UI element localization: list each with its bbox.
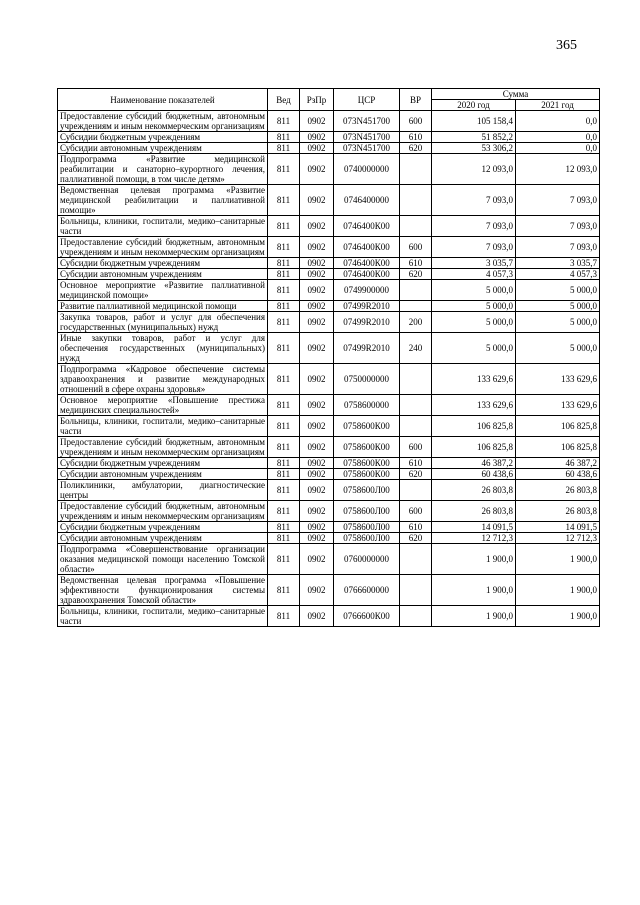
header-vr: ВР bbox=[400, 89, 432, 111]
row-vr-cell bbox=[400, 364, 432, 395]
header-sum: Сумма bbox=[432, 89, 600, 100]
row-name-cell: Больницы, клиники, госпитали, медико–санитарные части bbox=[58, 606, 268, 627]
row-2020-cell: 26 803,8 bbox=[432, 480, 516, 501]
row-name-cell: Предоставление субсидий бюджетным, автономным учреждениям и иным некоммерческим организациям bbox=[58, 501, 268, 522]
table-row bbox=[58, 458, 600, 469]
row-2021-cell: 26 803,8 bbox=[516, 501, 600, 522]
row-csr-cell: 0758600К00 bbox=[334, 437, 400, 458]
row-2021-cell: 106 825,8 bbox=[516, 437, 600, 458]
row-name-cell: Подпрограмма «Совершенствование организации оказания медицинской помощи населению Томской области» bbox=[58, 544, 268, 575]
row-rzpr-cell: 0902 bbox=[300, 132, 334, 143]
table-row bbox=[58, 312, 600, 333]
row-ved-cell: 811 bbox=[268, 132, 300, 143]
row-2021-cell: 106 825,8 bbox=[516, 416, 600, 437]
header-ved: Вед bbox=[268, 89, 300, 111]
row-csr-cell: 0746400К00 bbox=[334, 269, 400, 280]
row-rzpr-cell: 0902 bbox=[300, 269, 334, 280]
row-2020-cell: 60 438,6 bbox=[432, 469, 516, 480]
row-vr-cell bbox=[400, 154, 432, 185]
row-rzpr-cell: 0902 bbox=[300, 501, 334, 522]
row-ved-cell: 811 bbox=[268, 185, 300, 216]
row-vr-cell: 610 bbox=[400, 458, 432, 469]
table-row bbox=[58, 111, 600, 132]
row-2020-cell: 7 093,0 bbox=[432, 237, 516, 258]
row-ved-cell: 811 bbox=[268, 458, 300, 469]
row-rzpr-cell: 0902 bbox=[300, 480, 334, 501]
row-rzpr-cell: 0902 bbox=[300, 606, 334, 627]
row-ved-cell: 811 bbox=[268, 544, 300, 575]
row-name-cell: Субсидии бюджетным учреждениям bbox=[58, 522, 268, 533]
header-rzpr: РзПр bbox=[300, 89, 334, 111]
row-name-cell: Основное мероприятие «Повышение престижа медицинских специальностей» bbox=[58, 395, 268, 416]
row-vr-cell bbox=[400, 216, 432, 237]
row-vr-cell bbox=[400, 416, 432, 437]
row-2021-cell: 0,0 bbox=[516, 143, 600, 154]
row-ved-cell: 811 bbox=[268, 469, 300, 480]
row-vr-cell: 620 bbox=[400, 533, 432, 544]
row-2021-cell: 7 093,0 bbox=[516, 237, 600, 258]
table-row bbox=[58, 280, 600, 301]
row-2020-cell: 105 158,4 bbox=[432, 111, 516, 132]
row-name-cell: Субсидии автономным учреждениям bbox=[58, 469, 268, 480]
row-vr-cell: 600 bbox=[400, 501, 432, 522]
table-row bbox=[58, 575, 600, 606]
row-2021-cell: 5 000,0 bbox=[516, 333, 600, 364]
row-2020-cell: 1 900,0 bbox=[432, 606, 516, 627]
row-2021-cell: 5 000,0 bbox=[516, 312, 600, 333]
table-row bbox=[58, 395, 600, 416]
table-row bbox=[58, 143, 600, 154]
row-2021-cell: 0,0 bbox=[516, 132, 600, 143]
row-2020-cell: 1 900,0 bbox=[432, 544, 516, 575]
row-2021-cell: 1 900,0 bbox=[516, 575, 600, 606]
row-2020-cell: 5 000,0 bbox=[432, 333, 516, 364]
table-row bbox=[58, 301, 600, 312]
row-rzpr-cell: 0902 bbox=[300, 533, 334, 544]
row-rzpr-cell: 0902 bbox=[300, 416, 334, 437]
row-name-cell: Субсидии автономным учреждениям bbox=[58, 269, 268, 280]
row-2021-cell: 12 093,0 bbox=[516, 154, 600, 185]
table-row bbox=[58, 185, 600, 216]
row-vr-cell bbox=[400, 395, 432, 416]
row-ved-cell: 811 bbox=[268, 269, 300, 280]
row-ved-cell: 811 bbox=[268, 216, 300, 237]
row-csr-cell: 0760000000 bbox=[334, 544, 400, 575]
row-rzpr-cell: 0902 bbox=[300, 143, 334, 154]
table-row bbox=[58, 501, 600, 522]
row-2020-cell: 46 387,2 bbox=[432, 458, 516, 469]
row-rzpr-cell: 0902 bbox=[300, 258, 334, 269]
row-2021-cell: 3 035,7 bbox=[516, 258, 600, 269]
row-name-cell: Субсидии автономным учреждениям bbox=[58, 143, 268, 154]
row-csr-cell: 0750000000 bbox=[334, 364, 400, 395]
header-csr: ЦСР bbox=[334, 89, 400, 111]
row-vr-cell: 610 bbox=[400, 132, 432, 143]
row-2021-cell: 1 900,0 bbox=[516, 544, 600, 575]
row-ved-cell: 811 bbox=[268, 522, 300, 533]
row-name-cell: Предоставление субсидий бюджетным, автономным учреждениям и иным некоммерческим организациям bbox=[58, 437, 268, 458]
row-ved-cell: 811 bbox=[268, 480, 300, 501]
row-2020-cell: 5 000,0 bbox=[432, 312, 516, 333]
page-number: 365 bbox=[556, 38, 577, 53]
row-ved-cell: 811 bbox=[268, 575, 300, 606]
row-vr-cell bbox=[400, 480, 432, 501]
header-name: Наименование показателей bbox=[58, 89, 268, 111]
table-row bbox=[58, 522, 600, 533]
row-2021-cell: 46 387,2 bbox=[516, 458, 600, 469]
row-csr-cell: 0746400000 bbox=[334, 185, 400, 216]
row-name-cell: Предоставление субсидий бюджетным, автономным учреждениям и иным некоммерческим организациям bbox=[58, 237, 268, 258]
row-ved-cell: 811 bbox=[268, 237, 300, 258]
row-csr-cell: 073N451700 bbox=[334, 111, 400, 132]
row-2020-cell: 51 852,2 bbox=[432, 132, 516, 143]
row-name-cell: Субсидии бюджетным учреждениям bbox=[58, 132, 268, 143]
row-vr-cell bbox=[400, 575, 432, 606]
row-name-cell: Предоставление субсидий бюджетным, автономным учреждениям и иным некоммерческим организациям bbox=[58, 111, 268, 132]
row-ved-cell: 811 bbox=[268, 258, 300, 269]
row-name-cell: Больницы, клиники, госпитали, медико–санитарные части bbox=[58, 416, 268, 437]
header-2021: 2021 год bbox=[516, 100, 600, 111]
row-rzpr-cell: 0902 bbox=[300, 216, 334, 237]
row-rzpr-cell: 0902 bbox=[300, 575, 334, 606]
row-csr-cell: 073N451700 bbox=[334, 143, 400, 154]
row-csr-cell: 0758600К00 bbox=[334, 469, 400, 480]
row-rzpr-cell: 0902 bbox=[300, 395, 334, 416]
row-2020-cell: 133 629,6 bbox=[432, 395, 516, 416]
row-rzpr-cell: 0902 bbox=[300, 111, 334, 132]
row-2020-cell: 1 900,0 bbox=[432, 575, 516, 606]
row-ved-cell: 811 bbox=[268, 301, 300, 312]
row-2020-cell: 4 057,3 bbox=[432, 269, 516, 280]
row-ved-cell: 811 bbox=[268, 364, 300, 395]
row-csr-cell: 07499R2010 bbox=[334, 312, 400, 333]
row-name-cell: Ведомственная целевая программа «Повышение эффективности функционирования системы здравоохранения Томской области» bbox=[58, 575, 268, 606]
row-2020-cell: 53 306,2 bbox=[432, 143, 516, 154]
row-rzpr-cell: 0902 bbox=[300, 469, 334, 480]
row-2021-cell: 5 000,0 bbox=[516, 301, 600, 312]
row-2020-cell: 3 035,7 bbox=[432, 258, 516, 269]
row-rzpr-cell: 0902 bbox=[300, 333, 334, 364]
row-ved-cell: 811 bbox=[268, 395, 300, 416]
table-row bbox=[58, 237, 600, 258]
row-name-cell: Основное мероприятие «Развитие паллиативной медицинской помощи» bbox=[58, 280, 268, 301]
row-csr-cell: 0749900000 bbox=[334, 280, 400, 301]
row-rzpr-cell: 0902 bbox=[300, 280, 334, 301]
row-2020-cell: 12 093,0 bbox=[432, 154, 516, 185]
row-rzpr-cell: 0902 bbox=[300, 437, 334, 458]
row-csr-cell: 0740000000 bbox=[334, 154, 400, 185]
row-csr-cell: 0746400К00 bbox=[334, 237, 400, 258]
header-2020: 2020 год bbox=[432, 100, 516, 111]
table-header bbox=[58, 89, 600, 111]
row-rzpr-cell: 0902 bbox=[300, 312, 334, 333]
row-csr-cell: 0758600К00 bbox=[334, 416, 400, 437]
row-name-cell: Ведомственная целевая программа «Развитие медицинской реабилитации и паллиативной помощи» bbox=[58, 185, 268, 216]
row-ved-cell: 811 bbox=[268, 143, 300, 154]
row-2020-cell: 106 825,8 bbox=[432, 416, 516, 437]
table-row bbox=[58, 544, 600, 575]
row-rzpr-cell: 0902 bbox=[300, 154, 334, 185]
table-row bbox=[58, 333, 600, 364]
row-vr-cell: 610 bbox=[400, 258, 432, 269]
row-2020-cell: 106 825,8 bbox=[432, 437, 516, 458]
row-2020-cell: 12 712,3 bbox=[432, 533, 516, 544]
row-2021-cell: 4 057,3 bbox=[516, 269, 600, 280]
row-name-cell: Больницы, клиники, госпитали, медико–санитарные части bbox=[58, 216, 268, 237]
table-row bbox=[58, 416, 600, 437]
row-name-cell: Развитие паллиативной медицинской помощи bbox=[58, 301, 268, 312]
table-row bbox=[58, 364, 600, 395]
row-csr-cell: 0758600Л00 bbox=[334, 501, 400, 522]
row-2021-cell: 7 093,0 bbox=[516, 185, 600, 216]
row-name-cell: Субсидии автономным учреждениям bbox=[58, 533, 268, 544]
row-2021-cell: 0,0 bbox=[516, 111, 600, 132]
table-row bbox=[58, 533, 600, 544]
row-ved-cell: 811 bbox=[268, 416, 300, 437]
row-2020-cell: 133 629,6 bbox=[432, 364, 516, 395]
row-ved-cell: 811 bbox=[268, 533, 300, 544]
row-2020-cell: 26 803,8 bbox=[432, 501, 516, 522]
row-vr-cell: 200 bbox=[400, 312, 432, 333]
row-2021-cell: 60 438,6 bbox=[516, 469, 600, 480]
row-csr-cell: 07499R2010 bbox=[334, 301, 400, 312]
row-rzpr-cell: 0902 bbox=[300, 458, 334, 469]
row-csr-cell: 0746400К00 bbox=[334, 216, 400, 237]
row-2021-cell: 14 091,5 bbox=[516, 522, 600, 533]
row-csr-cell: 073N451700 bbox=[334, 132, 400, 143]
row-name-cell: Субсидии бюджетным учреждениям bbox=[58, 258, 268, 269]
table-row bbox=[58, 480, 600, 501]
row-vr-cell: 620 bbox=[400, 269, 432, 280]
row-vr-cell bbox=[400, 185, 432, 216]
row-csr-cell: 0758600Л00 bbox=[334, 480, 400, 501]
row-name-cell: Поликлиники, амбулатории, диагностические центры bbox=[58, 480, 268, 501]
row-2020-cell: 5 000,0 bbox=[432, 301, 516, 312]
row-csr-cell: 0758600000 bbox=[334, 395, 400, 416]
row-name-cell: Субсидии бюджетным учреждениям bbox=[58, 458, 268, 469]
row-name-cell: Иные закупки товаров, работ и услуг для обеспечения государственных (муниципальных) нужд bbox=[58, 333, 268, 364]
row-ved-cell: 811 bbox=[268, 333, 300, 364]
row-ved-cell: 811 bbox=[268, 154, 300, 185]
row-2021-cell: 5 000,0 bbox=[516, 280, 600, 301]
row-vr-cell bbox=[400, 544, 432, 575]
row-rzpr-cell: 0902 bbox=[300, 237, 334, 258]
row-vr-cell: 620 bbox=[400, 469, 432, 480]
table-body bbox=[58, 111, 600, 627]
row-2021-cell: 133 629,6 bbox=[516, 364, 600, 395]
row-vr-cell bbox=[400, 606, 432, 627]
row-rzpr-cell: 0902 bbox=[300, 185, 334, 216]
table-row bbox=[58, 469, 600, 480]
table-row bbox=[58, 216, 600, 237]
table-row bbox=[58, 606, 600, 627]
row-2021-cell: 1 900,0 bbox=[516, 606, 600, 627]
table-row bbox=[58, 437, 600, 458]
table-row bbox=[58, 269, 600, 280]
row-vr-cell: 620 bbox=[400, 143, 432, 154]
row-csr-cell: 0758600К00 bbox=[334, 458, 400, 469]
table-row bbox=[58, 258, 600, 269]
row-2021-cell: 26 803,8 bbox=[516, 480, 600, 501]
row-vr-cell: 600 bbox=[400, 237, 432, 258]
table-row bbox=[58, 154, 600, 185]
row-2021-cell: 133 629,6 bbox=[516, 395, 600, 416]
row-2021-cell: 12 712,3 bbox=[516, 533, 600, 544]
row-ved-cell: 811 bbox=[268, 606, 300, 627]
row-rzpr-cell: 0902 bbox=[300, 364, 334, 395]
row-ved-cell: 811 bbox=[268, 111, 300, 132]
row-2021-cell: 7 093,0 bbox=[516, 216, 600, 237]
row-vr-cell: 240 bbox=[400, 333, 432, 364]
table-row bbox=[58, 132, 600, 143]
row-2020-cell: 5 000,0 bbox=[432, 280, 516, 301]
row-2020-cell: 14 091,5 bbox=[432, 522, 516, 533]
row-2020-cell: 7 093,0 bbox=[432, 185, 516, 216]
row-rzpr-cell: 0902 bbox=[300, 522, 334, 533]
row-rzpr-cell: 0902 bbox=[300, 301, 334, 312]
row-name-cell: Подпрограмма «Развитие медицинской реабилитации и санаторно–курортного лечения, паллиативной помощи, в том числе детям» bbox=[58, 154, 268, 185]
row-vr-cell: 610 bbox=[400, 522, 432, 533]
row-ved-cell: 811 bbox=[268, 501, 300, 522]
budget-table bbox=[57, 88, 600, 627]
row-vr-cell: 600 bbox=[400, 111, 432, 132]
row-ved-cell: 811 bbox=[268, 280, 300, 301]
row-csr-cell: 07499R2010 bbox=[334, 333, 400, 364]
row-csr-cell: 0766600000 bbox=[334, 575, 400, 606]
row-vr-cell: 600 bbox=[400, 437, 432, 458]
row-vr-cell bbox=[400, 301, 432, 312]
row-name-cell: Закупка товаров, работ и услуг для обеспечения государственных (муниципальных) нужд bbox=[58, 312, 268, 333]
row-csr-cell: 0758600Л00 bbox=[334, 522, 400, 533]
row-ved-cell: 811 bbox=[268, 437, 300, 458]
row-vr-cell bbox=[400, 280, 432, 301]
row-2020-cell: 7 093,0 bbox=[432, 216, 516, 237]
row-rzpr-cell: 0902 bbox=[300, 544, 334, 575]
row-csr-cell: 0746400К00 bbox=[334, 258, 400, 269]
row-csr-cell: 0758600Л00 bbox=[334, 533, 400, 544]
row-name-cell: Подпрограмма «Кадровое обеспечение системы здравоохранения и развитие международных отношений в сфере охраны здоровья» bbox=[58, 364, 268, 395]
row-ved-cell: 811 bbox=[268, 312, 300, 333]
row-csr-cell: 0766600К00 bbox=[334, 606, 400, 627]
